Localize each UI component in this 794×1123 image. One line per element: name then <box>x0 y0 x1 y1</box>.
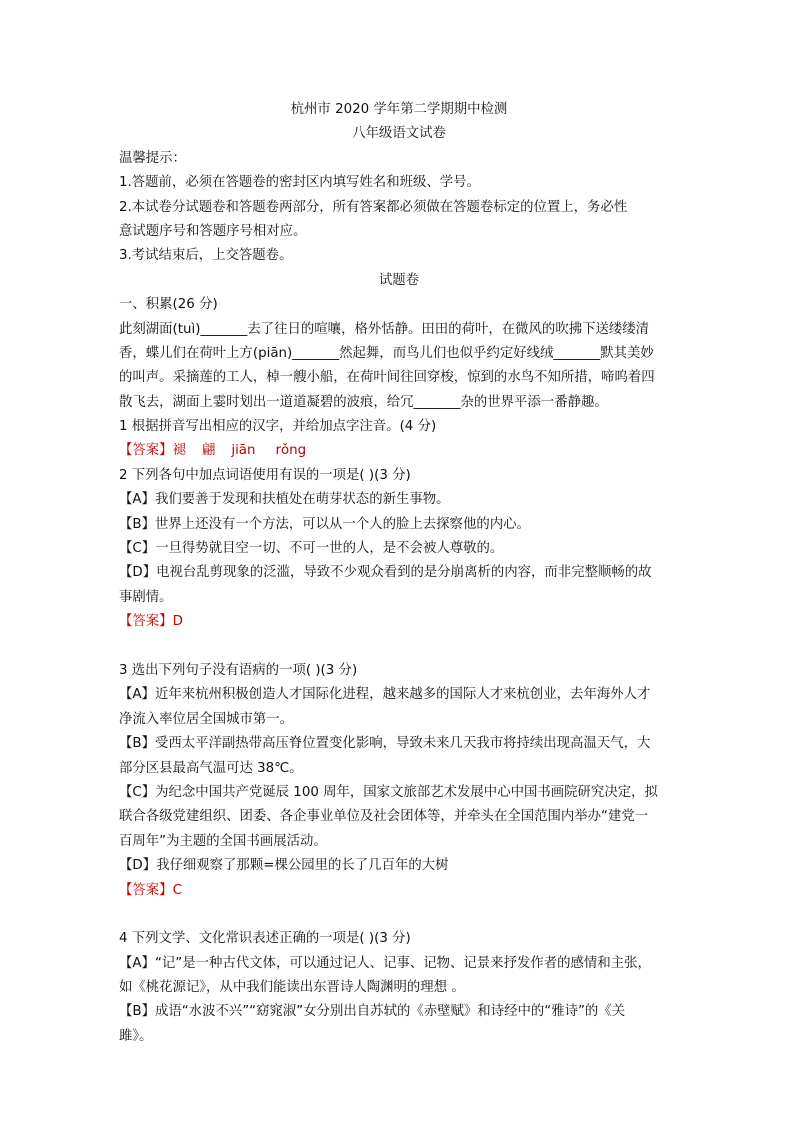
option-text: “记”是一种古代文体，可以通过记人、记事、记物、记景来抒发作者的感情和主张， <box>154 955 651 971</box>
option-label: 【C】 <box>119 541 156 557</box>
tip-item: 1.答题前，必须在答题卷的密封区内填写姓名和班级、学号。 <box>119 175 480 191</box>
passage-line: 此刻湖面(tuì)_______去了往日的喧嚷，格外恬静。田田的荷叶，在微风的吹拂下送缕缕清 <box>119 321 650 337</box>
option-c-continued: 联合各级党建组织、团委、各企事业单位及社会团体等，并牵头在全国范围内举办“建党一 <box>119 809 649 825</box>
passage-line: 的叫声。采摘莲的工人，棹一艘小船，在荷叶间往回穿梭，惊到的水鸟不知所措，啼呜着四 <box>119 370 655 386</box>
question-1-answer <box>119 439 679 463</box>
answer-value: 褪 <box>172 443 186 459</box>
question-2-stem: 2 下列各句中加点词语使用有误的一项是( )(3 分) <box>119 467 411 483</box>
exam-subtitle: 八年级语文试卷 <box>352 126 446 142</box>
question-1-stem: 1 根据拼音写出相应的汉字，并给加点字注音。(4 分) <box>119 419 437 435</box>
option-text: 受西太平洋副热带高压脊位置变化影响，导致未来几天我市将持续出现高温天气，大 <box>154 736 651 752</box>
option-b-continued: 雎》。 <box>119 1028 153 1044</box>
option-text: 我们要善于发现和扶植处在萌芽状态的新生事物。 <box>154 492 450 508</box>
option-text: 一旦得势就目空一切、不可一世的人，是不会被人尊敬的。 <box>155 541 504 557</box>
option-a-continued: 净流入率位居全国城市第一。 <box>119 711 294 727</box>
passage-line: 香，蝶儿们在荷叶上方(piān)_______然起舞，而鸟儿们也似乎约定好线绒_______默其美妙 <box>119 345 654 361</box>
question-3-stem: 3 选出下列句子没有语病的一项( )(3 分) <box>119 662 358 678</box>
option-d <box>119 854 679 878</box>
paper-label: 试题卷 <box>378 272 420 288</box>
option-label: 【B】 <box>119 736 155 752</box>
option-text: 世界上还没有一个方法，可以从一个人的脸上去探察他的内心。 <box>154 516 530 532</box>
answer-label: 【答案】 <box>119 614 173 630</box>
exam-title: 杭州市 2020 学年第二学期期中检测 <box>290 102 508 117</box>
answer-value: D <box>172 614 183 630</box>
option-b <box>119 513 679 537</box>
option-label: 【A】 <box>119 687 155 703</box>
option-text: 成语“水波不兴”“窈窕淑”女分别出自苏轼的《赤壁赋》和诗经中的“雅诗”的《关 <box>154 1004 626 1020</box>
exam-page <box>119 98 679 1049</box>
option-text: 电视台乱剪现象的泛滥，导致不少观众看到的是分崩离析的内容，而非完整顺畅的故 <box>156 565 652 581</box>
option-c <box>119 537 679 561</box>
answer-value: jiān <box>231 443 256 459</box>
option-c-continued: 百周年”为主题的全国书画展活动。 <box>119 833 327 849</box>
answer-value: C <box>172 882 182 898</box>
option-c <box>119 781 679 805</box>
tip-item: 2.本试卷分试题卷和答题卷两部分，所有答案都必须做在答题卷标定的位置上，务必性 <box>119 199 628 215</box>
option-a <box>119 952 679 976</box>
passage-line: 散飞去，湖面上霎时划出一道道凝碧的波痕，给冗_______杂的世界平添一番静趣。 <box>119 394 608 410</box>
option-text: 为纪念中国共产党诞辰 100 周年，国家文旅部艺术发展中心中国书画院研究决定，拟 <box>155 784 658 800</box>
option-b <box>119 732 679 756</box>
option-label: 【A】 <box>119 955 155 971</box>
option-text: 近年来杭州积极创造人才国际化进程，越来越多的国际人才来杭创业，去年海外人才 <box>154 687 651 703</box>
option-label: 【A】 <box>119 492 155 508</box>
option-d-continued: 事剧情。 <box>119 589 173 605</box>
tips-heading: 温馨提示： <box>119 150 186 166</box>
option-label: 【C】 <box>119 784 156 800</box>
option-label: 【B】 <box>119 1004 155 1020</box>
option-label: 【D】 <box>119 565 157 581</box>
question-4-stem: 4 下列文学、文化常识表述正确的一项是( )(3 分) <box>119 931 411 947</box>
option-b <box>119 1000 679 1024</box>
section-heading: 一、积累(26 分) <box>119 297 218 313</box>
tip-item: 意试题序号和答题序号相对应。 <box>119 223 307 239</box>
option-text: 我仔细观察了那颗=棵公园里的长了几百年的大树 <box>156 858 449 874</box>
option-b-continued: 部分区县最高气温可达 38℃。 <box>119 760 303 776</box>
question-2-answer <box>119 610 679 634</box>
option-a <box>119 488 679 512</box>
option-d <box>119 561 679 585</box>
answer-value: 翩 <box>201 443 216 459</box>
option-label: 【D】 <box>119 858 157 874</box>
question-3-answer <box>119 879 679 903</box>
option-a <box>119 683 679 707</box>
option-a-continued: 如《桃花源记》，从中我们能读出东晋诗人陶渊明的理想 。 <box>119 980 465 996</box>
answer-label: 【答案】 <box>119 443 173 459</box>
answer-value: rǒng <box>275 443 307 459</box>
tip-item: 3.考试结束后，上交答题卷。 <box>119 248 293 264</box>
answer-label: 【答案】 <box>119 882 173 898</box>
option-label: 【B】 <box>119 516 155 532</box>
